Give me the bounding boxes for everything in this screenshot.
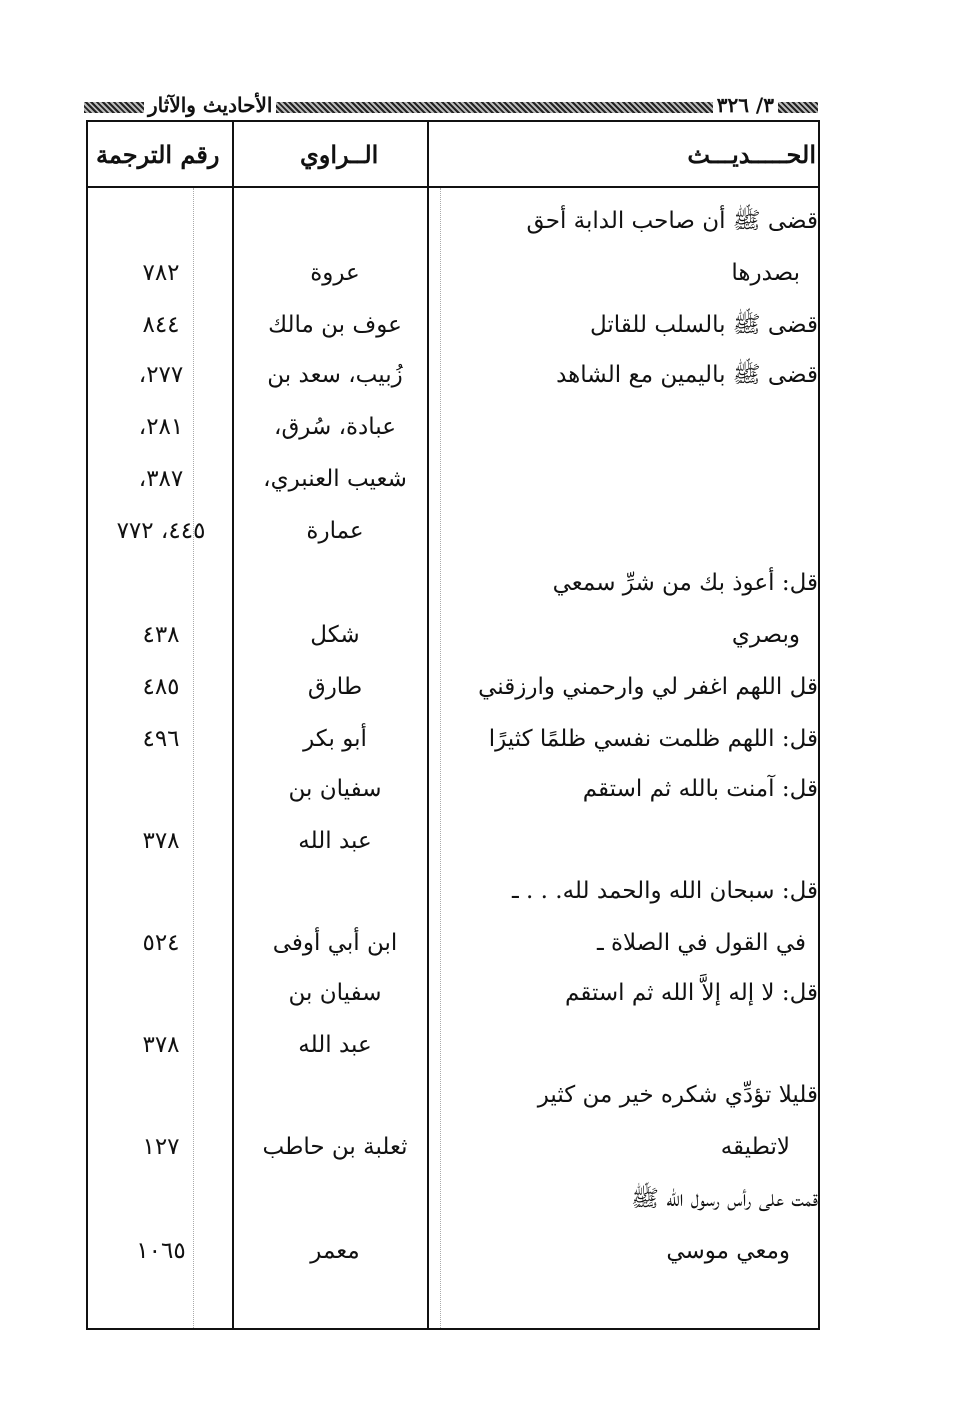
rawi-name: ثعلبة بن حاطب xyxy=(262,1134,408,1160)
hadith-text: لاتطيقه xyxy=(720,1134,790,1160)
header-underline xyxy=(86,186,820,188)
translation-number: ١٢٧ xyxy=(142,1134,180,1160)
translation-number: ٢٧٧، xyxy=(138,362,184,388)
hadith-text: قضى ﷺ باليمين مع الشاهد xyxy=(556,362,818,388)
rawi-name: عبد الله xyxy=(298,1032,372,1058)
rawi-name: عبد الله xyxy=(298,828,372,854)
hadith-text: في القول في الصلاة ـ xyxy=(596,930,806,956)
hadith-text: قليلا تؤدِّي شكره خير من كثير xyxy=(537,1082,818,1108)
translation-number: ١٠٦٥ xyxy=(136,1238,186,1264)
column-divider-rawi xyxy=(232,120,234,1330)
section-title: الأحاديث والآثار xyxy=(144,93,276,117)
hadith-text: قمت على رأس رسول الله ﷺ xyxy=(631,1186,818,1212)
hadith-text: قضى ﷺ بالسلب للقاتل xyxy=(589,312,818,338)
rawi-name: شكل xyxy=(310,622,360,648)
column-header-rawi: الــراوي xyxy=(300,140,379,169)
hadith-text: قل: آمنت بالله ثم استقم xyxy=(582,776,818,802)
translation-number: ٣٧٨ xyxy=(142,828,180,854)
hadith-text: ومعي موسي xyxy=(666,1238,790,1264)
translation-number: ٥٢٤ xyxy=(142,930,180,956)
hadith-text: قل: اللهم ظلمت نفسي ظلمًا كثيرًا xyxy=(488,726,818,752)
rawi-name: شعيب العنبري، xyxy=(263,466,407,492)
rawi-name: معمر xyxy=(310,1238,360,1264)
rawi-name: عروة xyxy=(310,260,360,286)
column-header-hadith: الحـــــديـــث xyxy=(687,140,816,169)
translation-number: ٢٨١، xyxy=(138,414,184,440)
rawi-name: عوف بن مالك xyxy=(268,312,402,338)
translation-number: ٤٣٨ xyxy=(142,622,180,648)
hadith-text: بصدرها xyxy=(731,260,800,286)
rawi-name: عبادة، سُرق، xyxy=(274,414,396,440)
translation-number: ٨٤٤ xyxy=(142,312,180,338)
rawi-name: طارق xyxy=(307,674,363,700)
hadith-text: قل: لا إله إلاَّ الله ثم استقم xyxy=(565,980,818,1006)
hadith-text: قل: سبحان الله والحمد لله. . . ـ xyxy=(512,878,818,904)
translation-number: ٤٤٥، ٧٧٢ xyxy=(116,518,206,544)
hadith-text: قل: أعوذ بك من شرِّ سمعي xyxy=(552,570,818,596)
translation-number: ٤٨٥ xyxy=(142,674,180,700)
rawi-name: سفيان بن xyxy=(288,776,382,802)
page-reference: ٣/ ٣٢٦ xyxy=(713,93,778,117)
column-header-number: رقم الترجمة xyxy=(96,140,220,169)
rawi-name: سفيان بن xyxy=(288,980,382,1006)
hadith-text: وبصري xyxy=(731,622,800,648)
translation-number: ٤٩٦ xyxy=(142,726,180,752)
translation-number: ٣٨٧، xyxy=(138,466,184,492)
running-header xyxy=(84,93,818,118)
rawi-name: عمارة xyxy=(306,518,364,544)
translation-number: ٣٧٨ xyxy=(142,1032,180,1058)
hadith-text: قضى ﷺ أن صاحب الدابة أحق xyxy=(526,208,818,234)
rawi-name: زُبيب، سعد بن xyxy=(267,362,403,388)
rawi-name: ابن أبي أوفى xyxy=(272,930,398,956)
translation-number: ٧٨٢ xyxy=(142,260,180,286)
guide-line xyxy=(440,188,441,1328)
rawi-name: أبو بكر xyxy=(303,726,367,752)
hadith-text: قل اللهم اغفر لي وارحمني وارزقني xyxy=(478,674,818,700)
